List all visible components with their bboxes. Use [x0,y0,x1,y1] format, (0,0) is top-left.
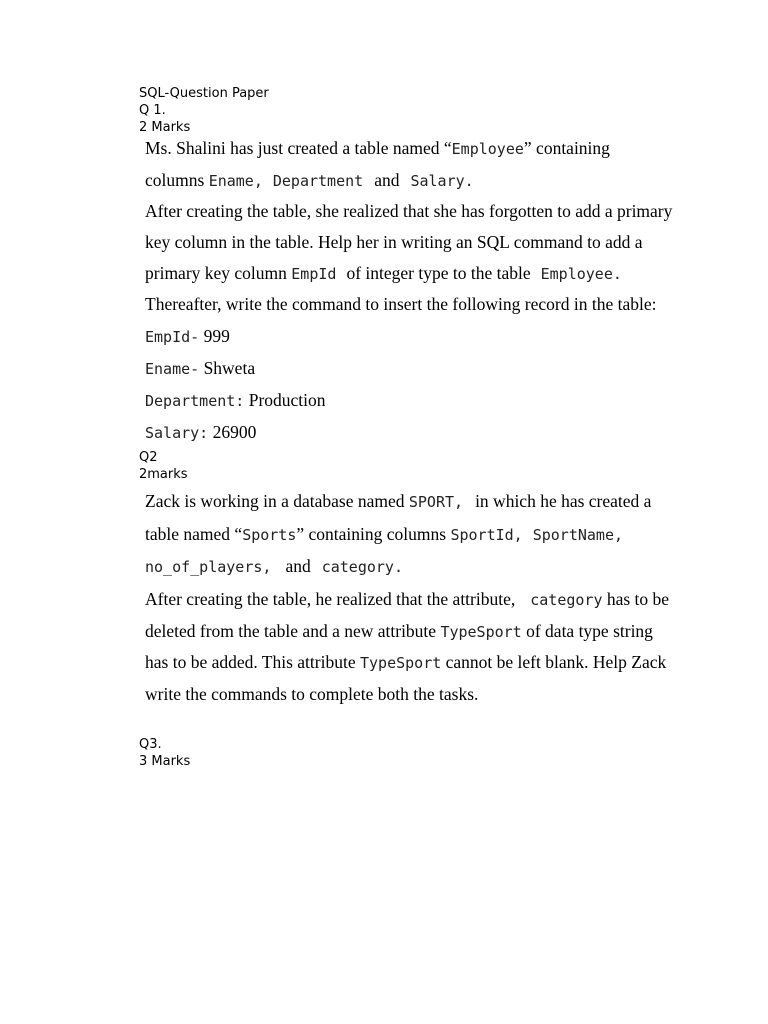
q2-number: Q2 [139,450,158,465]
q1-field-department: Department: Production [145,390,326,410]
q3-number: Q3. [139,737,162,752]
q2-line-2: table named “Sports” containing columns SportId, SportName, [145,524,624,544]
q2-marks: 2marks [139,467,188,482]
q3-marks: 3 Marks [139,754,191,769]
q1-marks: 2 Marks [139,120,191,135]
q2-line-1: Zack is working in a database named SPORT, in which he has created a [145,491,652,511]
q1-line-4: key column in the table. Help her in writing an SQL command to add a [145,232,643,252]
q1-line-6: Thereafter, write the command to insert the following record in the table: [145,294,657,314]
q2-line-4: After creating the table, he realized that the attribute, category has to be [145,589,670,609]
q2-line-6: has to be added. This attribute TypeSport cannot be left blank. Help Zack [145,652,667,672]
q1-line-3: After creating the table, she realized that she has forgotten to add a primary [145,201,673,221]
q2-line-5: deleted from the table and a new attribute TypeSport of data type string [145,621,653,641]
q1-field-salary: Salary: 26900 [145,422,257,442]
q1-number: Q 1. [139,103,166,118]
q1-field-empid: EmpId- 999 [145,326,230,346]
q1-line-1: Ms. Shalini has just created a table named “Employee” containing [145,138,610,158]
q2-line-3: no_of_players, and category. [145,556,403,576]
q1-field-ename: Ename- Shweta [145,358,256,378]
q2-line-7: write the commands to complete both the tasks. [145,684,479,704]
q1-line-2: columns Ename, Department and Salary. [145,170,474,190]
q1-line-5: primary key column EmpId of integer type to the table Employee. [145,263,622,283]
document-title: SQL-Question Paper [139,86,269,101]
